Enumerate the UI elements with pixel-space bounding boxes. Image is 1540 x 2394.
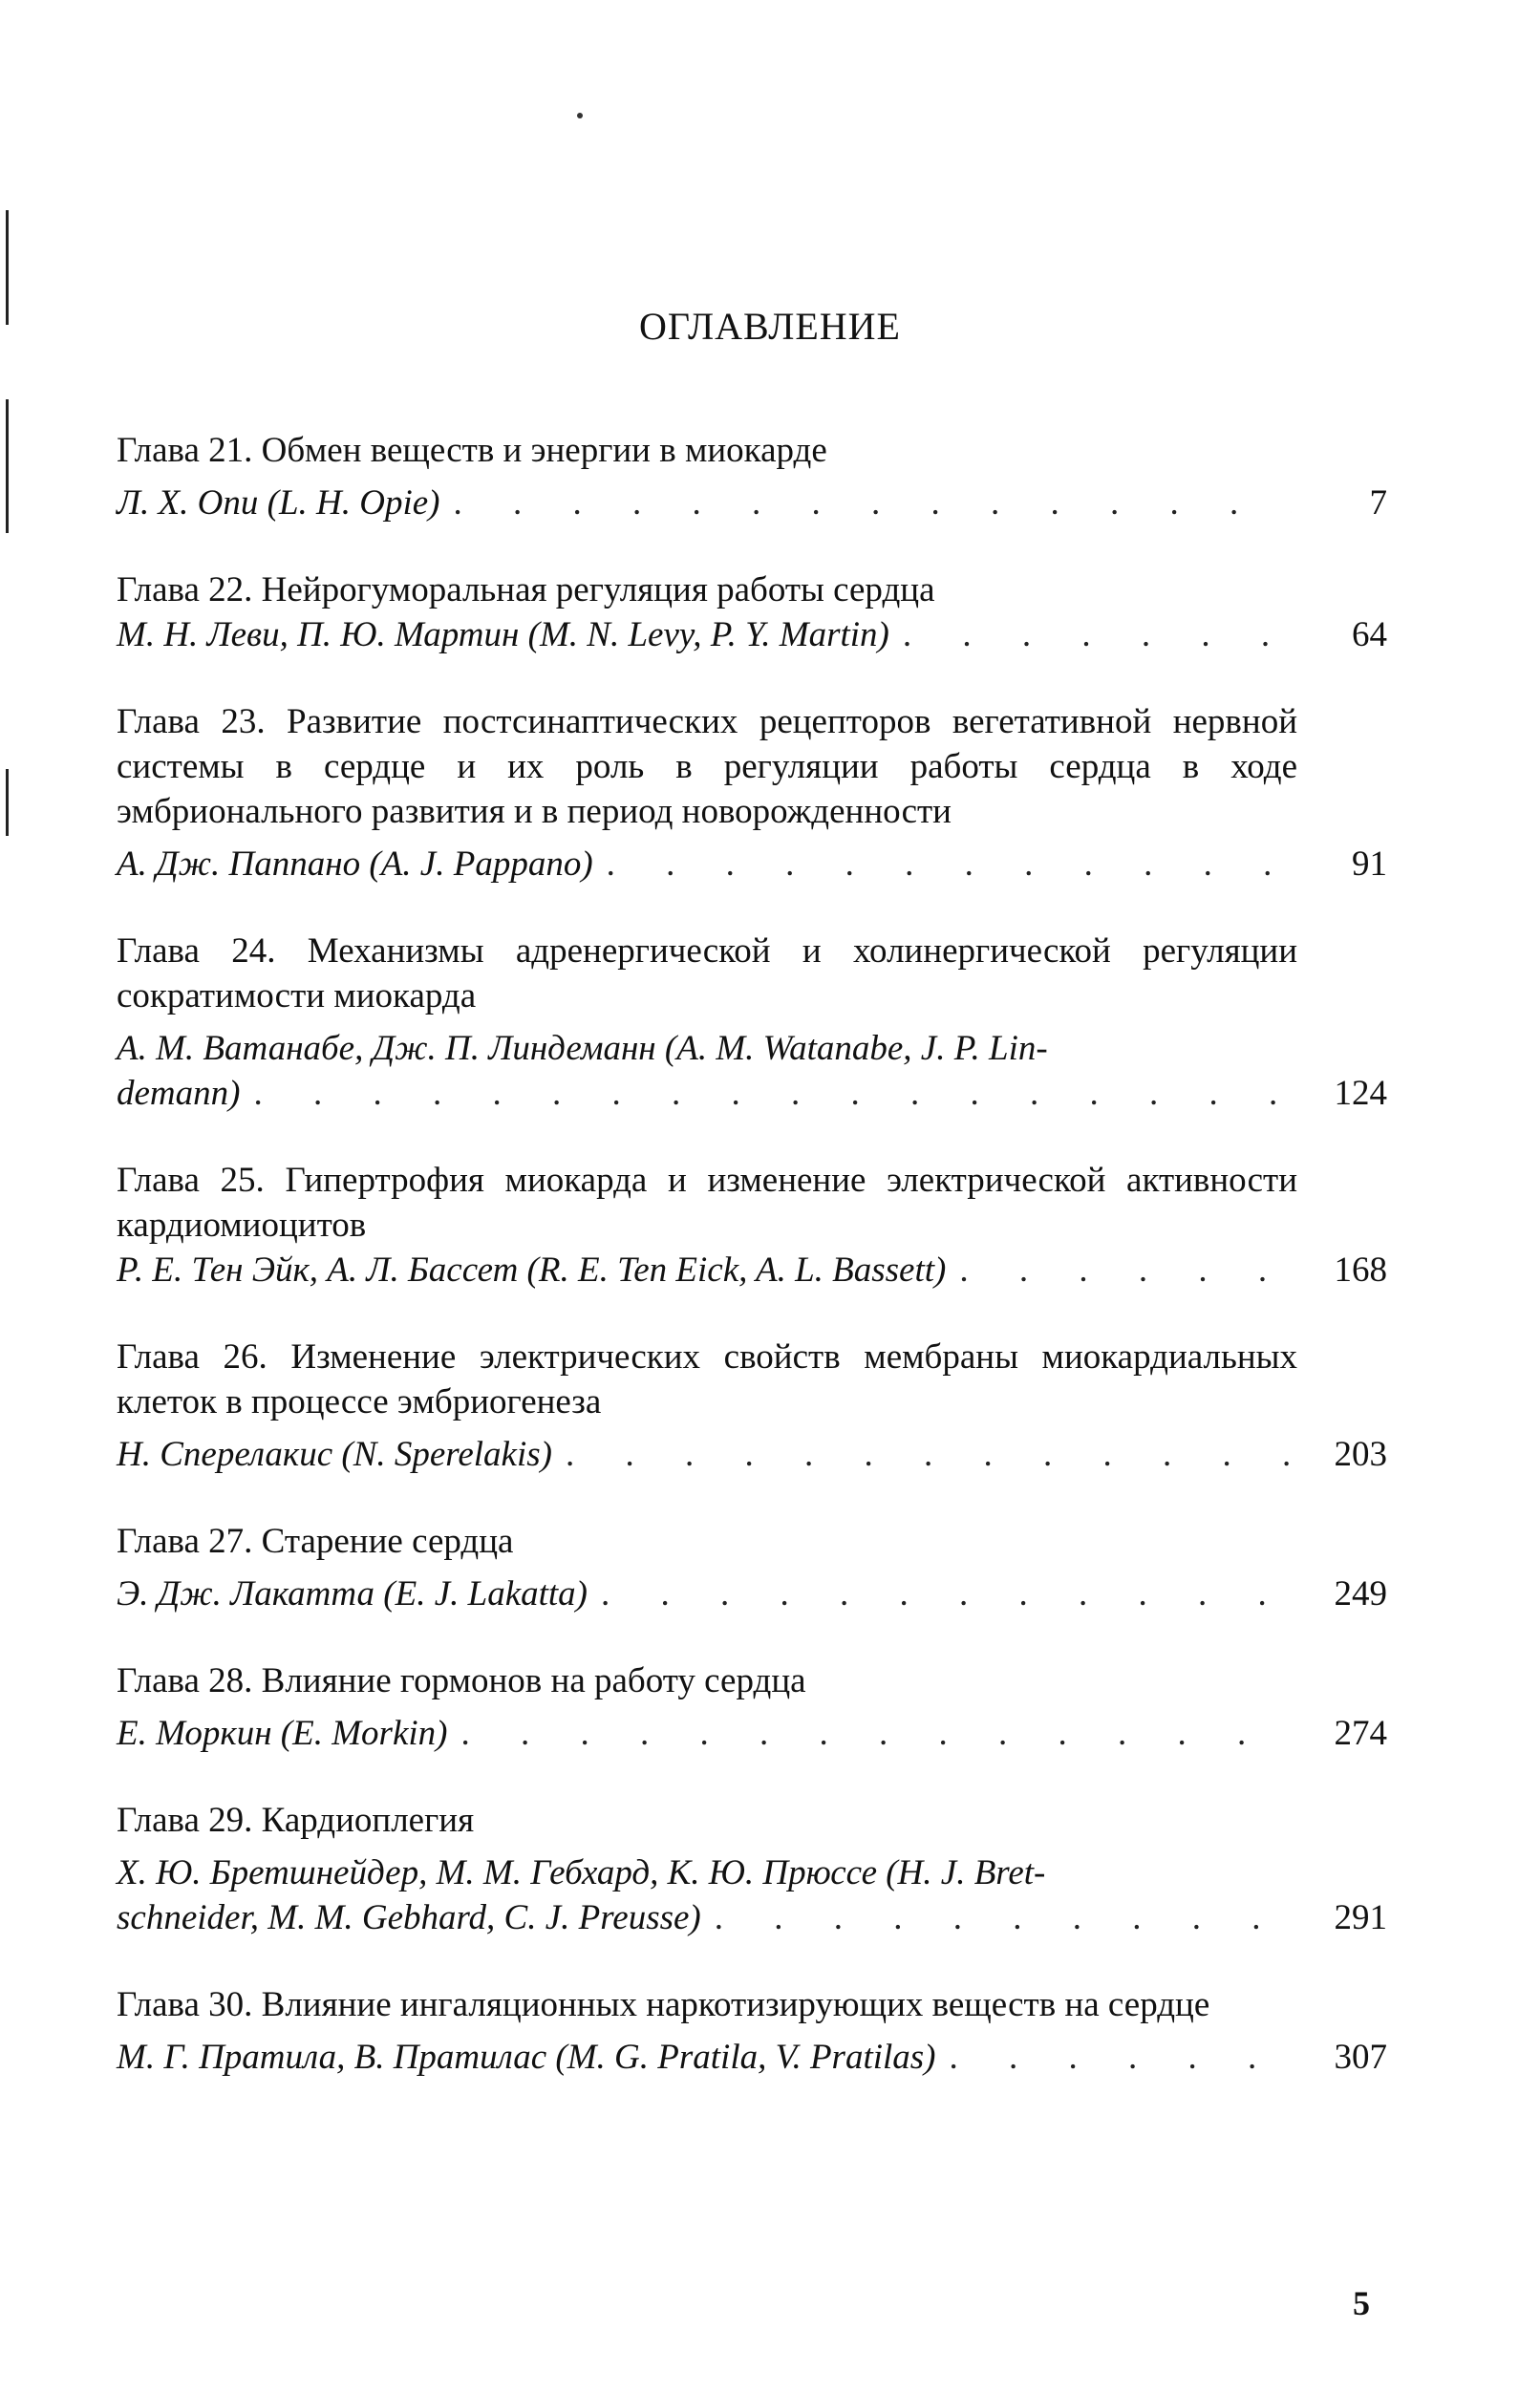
toc-entry xyxy=(117,428,1387,525)
chapter-title: Глава 29. Кардиоплегия xyxy=(117,1801,475,1840)
toc-entry xyxy=(117,1982,1387,2080)
chapter-author: Е. Моркин (E. Morkin) xyxy=(117,1714,448,1753)
author-line xyxy=(117,1571,1387,1616)
page-number: 168 xyxy=(1334,1250,1387,1290)
dot-leader xyxy=(889,612,1292,657)
chapter-author: Л. Х. Опи (L. H. Opie) xyxy=(117,483,440,523)
toc-entry xyxy=(117,1658,1387,1756)
chapter-title: Глава 30. Влияние ингаляционных наркотизирующих веществ на сердце xyxy=(117,1985,1210,2024)
toc-entry xyxy=(117,1335,1387,1477)
chapter-author: А. Дж. Паппано (А. J. Pappano) xyxy=(117,844,593,884)
toc-entry xyxy=(117,699,1387,887)
toc-entry xyxy=(117,1519,1387,1616)
chapter-title: Глава 28. Влияние гормонов на работу сердца xyxy=(117,1661,806,1700)
dot-leader xyxy=(936,2035,1292,2080)
chapter-title: Глава 24. Механизмы адренергической и холинергической регуляции сократимости миокарда xyxy=(117,931,1297,1015)
table-of-contents xyxy=(117,428,1387,2122)
dot-leader xyxy=(240,1071,1292,1116)
author-line xyxy=(117,1432,1387,1477)
scan-margin-mark xyxy=(6,399,9,533)
chapter-title: Глава 27. Старение сердца xyxy=(117,1522,514,1561)
dot-leader xyxy=(588,1571,1292,1616)
page-number: 203 xyxy=(1334,1435,1387,1474)
scan-margin-mark xyxy=(6,769,9,836)
author-line xyxy=(117,1248,1387,1293)
dot-leader xyxy=(946,1248,1292,1293)
page-number: 307 xyxy=(1334,2038,1387,2077)
chapter-author-first-line: Х. Ю. Бретшнейдер, М. М. Гебхард, К. Ю. Прюссе (H. J. Bret- xyxy=(117,1853,1046,1892)
toc-entry xyxy=(117,1798,1387,1940)
toc-entry xyxy=(117,567,1387,657)
chapter-author-first-line: А. М. Ватанабе, Дж. П. Линдеманн (A. M. Watanabe, J. P. Lin- xyxy=(117,1029,1048,1068)
page-folio-number: 5 xyxy=(1353,2284,1370,2322)
dot-leader xyxy=(593,842,1292,887)
chapter-title: Глава 21. Обмен веществ и энергии в миокарде xyxy=(117,431,827,470)
author-line xyxy=(117,481,1387,525)
chapter-title: Глава 22. Нейрогуморальная регуляция работы сердца xyxy=(117,570,935,609)
author-line xyxy=(117,1850,1387,1940)
scan-speck xyxy=(577,113,583,118)
page-number: 7 xyxy=(1369,483,1387,523)
page-number: 274 xyxy=(1334,1714,1387,1753)
dot-leader xyxy=(440,481,1293,525)
toc-entry xyxy=(117,1158,1387,1293)
chapter-author: М. Н. Леви, П. Ю. Мартин (M. N. Levy, P. Y. Martin) xyxy=(117,615,889,654)
chapter-author: demann) xyxy=(117,1074,241,1113)
chapter-author: Н. Сперелакис (N. Sperelakis) xyxy=(117,1435,552,1474)
page-number: 91 xyxy=(1352,844,1387,884)
page-number: 64 xyxy=(1352,615,1387,654)
toc-entry xyxy=(117,929,1387,1116)
page-number: 249 xyxy=(1334,1574,1387,1614)
dot-leader xyxy=(447,1711,1292,1756)
chapter-author: Р. Е. Тен Эйк, А. Л. Бассет (R. E. Ten Eick, A. L. Bassett) xyxy=(117,1250,947,1290)
author-line xyxy=(117,612,1387,657)
author-line xyxy=(117,842,1387,887)
chapter-author: schneider, M. M. Gebhard, C. J. Preusse) xyxy=(117,1898,701,1937)
dot-leader xyxy=(552,1432,1292,1477)
chapter-author: Э. Дж. Лакатта (E. J. Lakatta) xyxy=(117,1574,588,1614)
dot-leader xyxy=(701,1895,1292,1940)
chapter-title: Глава 23. Развитие постсинаптических рецепторов вегетативной нервной системы в сердце и их роль в регуляции работы сердца в ходе эмбрионального развития и в период новорожденности xyxy=(117,702,1297,831)
chapter-title: Глава 25. Гипертрофия миокарда и изменение электрической активности кардиомиоцитов xyxy=(117,1161,1297,1245)
page-number: 124 xyxy=(1334,1074,1387,1113)
page-number: 291 xyxy=(1334,1898,1387,1937)
author-line xyxy=(117,2035,1387,2080)
contents-heading: ОГЛАВЛЕНИЕ xyxy=(639,305,901,348)
chapter-author: М. Г. Пратила, В. Пратилас (M. G. Pratila, V. Pratilas) xyxy=(117,2038,936,2077)
author-line xyxy=(117,1026,1387,1116)
chapter-title: Глава 26. Изменение электрических свойств мембраны миокардиальных клеток в процессе эмбриогенеза xyxy=(117,1337,1297,1421)
author-line xyxy=(117,1711,1387,1756)
